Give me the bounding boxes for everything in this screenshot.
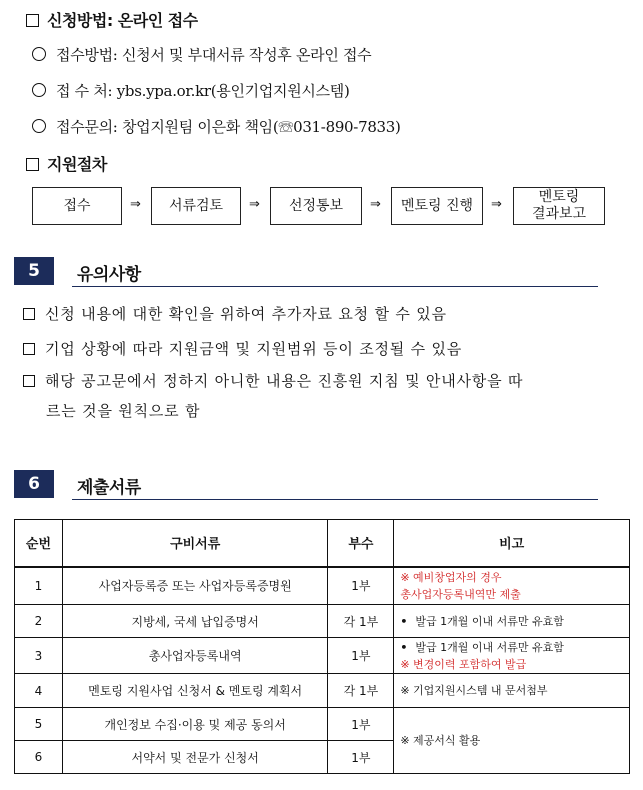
section-divider <box>72 286 598 287</box>
procedure-flow <box>32 187 607 225</box>
bullet-dot-icon: • <box>400 640 408 654</box>
arrow-right-icon: ⇒ <box>249 197 260 212</box>
arrow-right-icon: ⇒ <box>130 197 141 212</box>
documents-table <box>14 519 630 774</box>
arrow-right-icon: ⇒ <box>491 197 502 212</box>
apply-item: 접 수 처: ybs.ypa.or.kr(용인기업지원시스템) <box>32 80 350 101</box>
circle-bullet-icon <box>32 83 46 97</box>
doc-count: 1부 <box>328 638 394 674</box>
checkbox-square-icon <box>26 14 39 27</box>
notice-item: 기업 상황에 따라 지원금액 및 지원범위 등이 조정될 수 있음 <box>23 338 462 359</box>
doc-note: ※ 예비창업자의 경우 총사업자등록내역만 제출 <box>394 567 630 605</box>
step-box: 접수 <box>32 187 122 225</box>
row-number: 4 <box>15 674 63 708</box>
table-row <box>15 674 630 708</box>
header-cell: 구비서류 <box>62 520 328 567</box>
table-row <box>15 638 630 674</box>
circle-bullet-icon <box>32 47 46 61</box>
section-5-header <box>14 257 598 289</box>
header-cell: 순번 <box>15 520 63 567</box>
arrow-right-icon: ⇒ <box>370 197 381 212</box>
notice-item: 해당 공고문에서 정하지 아니한 내용은 진흥원 지침 및 안내사항을 따 르는 것을 원칙으로 함 <box>23 366 613 426</box>
doc-name: 총사업자등록내역 <box>62 638 328 674</box>
table-row <box>15 605 630 638</box>
procedure-heading: 지원절차 <box>26 152 107 175</box>
section-number: 6 <box>14 470 54 498</box>
section-6-header <box>14 470 598 502</box>
row-number: 5 <box>15 708 63 741</box>
notice-item: 신청 내용에 대한 확인을 위하여 추가자료 요청 할 수 있음 <box>23 303 447 324</box>
circle-bullet-icon <box>32 119 46 133</box>
square-bullet-icon <box>23 343 35 355</box>
doc-note: ※ 제공서식 활용 <box>394 708 630 774</box>
apply-item: 접수방법: 신청서 및 부대서류 작성후 온라인 접수 <box>32 44 371 65</box>
header-cell: 부수 <box>328 520 394 567</box>
square-bullet-icon <box>23 308 35 320</box>
section-title: 제출서류 <box>77 478 141 498</box>
table-header-row <box>15 520 630 567</box>
doc-name: 지방세, 국세 납입증명서 <box>62 605 328 638</box>
doc-count: 1부 <box>328 567 394 605</box>
step-box: 서류검토 <box>151 187 241 225</box>
doc-name: 서약서 및 전문가 신청서 <box>62 741 328 774</box>
step-box: 선정통보 <box>270 187 362 225</box>
bullet-dot-icon: • <box>400 614 408 628</box>
section-divider <box>72 499 598 500</box>
doc-name: 사업자등록증 또는 사업자등록증명원 <box>62 567 328 605</box>
row-number: 1 <box>15 567 63 605</box>
table-row <box>15 567 630 605</box>
apply-item: 접수문의: 창업지원팀 이은화 책임(☏031-890-7833) <box>32 116 401 137</box>
checkbox-square-icon <box>26 158 39 171</box>
doc-count: 각 1부 <box>328 605 394 638</box>
doc-note: • 발급 1개월 이내 서류만 유효함 <box>394 605 630 638</box>
section-title: 유의사항 <box>77 265 141 285</box>
apply-heading: 신청방법: 온라인 접수 <box>26 8 198 31</box>
doc-note: • 발급 1개월 이내 서류만 유효함 ※ 변경이력 포함하여 발급 <box>394 638 630 674</box>
doc-name: 개인정보 수집·이용 및 제공 동의서 <box>62 708 328 741</box>
doc-name: 멘토링 지원사업 신청서 & 멘토링 계획서 <box>62 674 328 708</box>
doc-count: 1부 <box>328 741 394 774</box>
row-number: 6 <box>15 741 63 774</box>
row-number: 2 <box>15 605 63 638</box>
row-number: 3 <box>15 638 63 674</box>
header-cell: 비고 <box>394 520 630 567</box>
step-box: 멘토링 진행 <box>391 187 483 225</box>
doc-count: 각 1부 <box>328 674 394 708</box>
doc-note: ※ 기업지원시스템 내 문서첨부 <box>394 674 630 708</box>
step-box: 멘토링 결과보고 <box>513 187 605 225</box>
doc-count: 1부 <box>328 708 394 741</box>
table-row <box>15 708 630 741</box>
section-number: 5 <box>14 257 54 285</box>
square-bullet-icon <box>23 375 35 387</box>
